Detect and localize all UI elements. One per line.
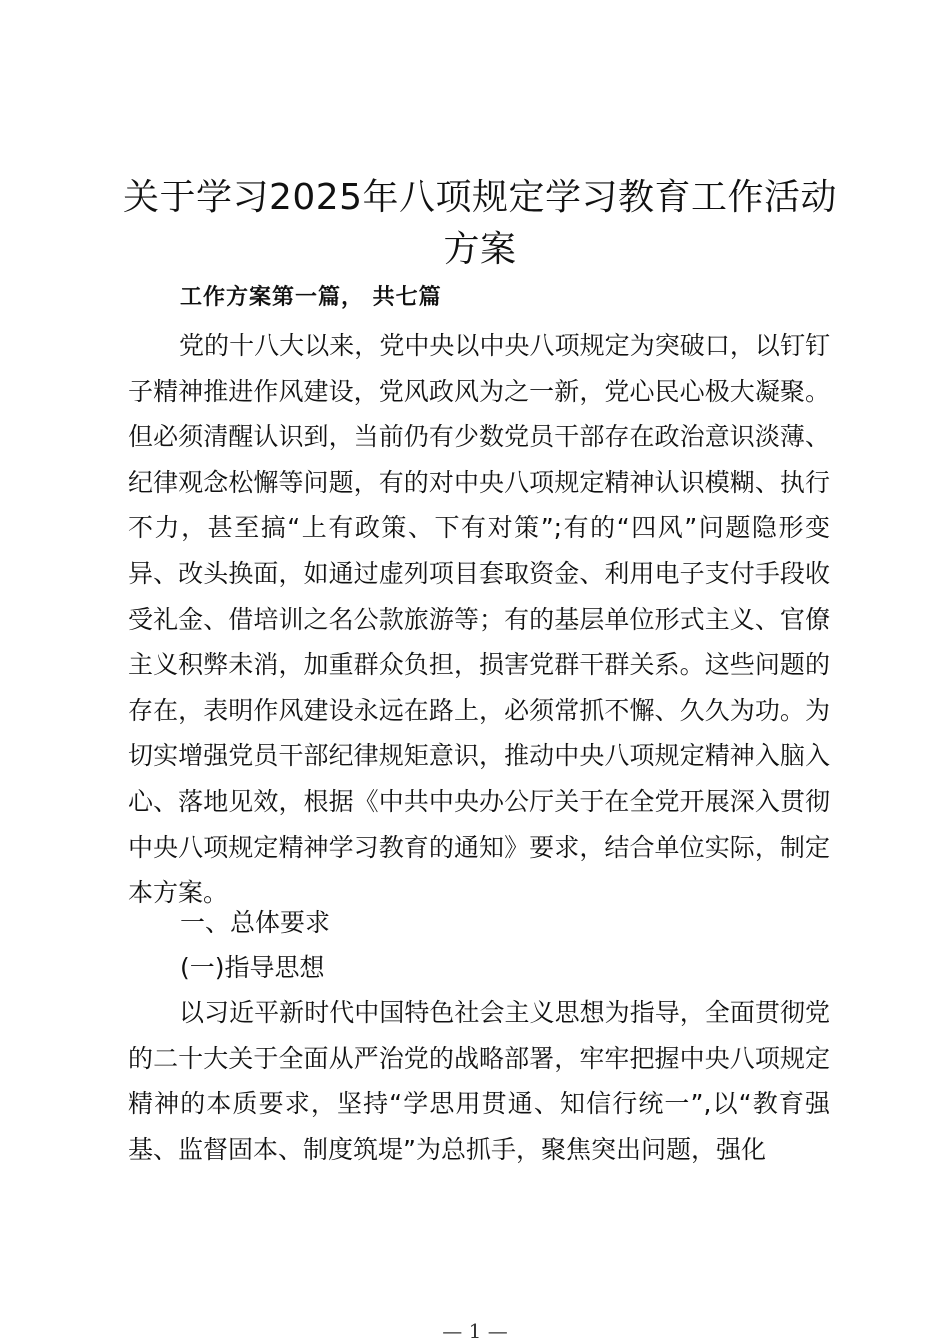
document-title: 关于学习2025年八项规定学习教育工作活动方案 xyxy=(122,177,838,270)
intro-paragraph: 党的十八大以来，党中央以中央八项规定为突破口，以钉钉子精神推进作风建设，党风政风为之一新，党心民心极大凝聚。但必须清醒认识到，当前仍有少数党员干部存在政治意识淡薄、纪律观念松懈等问题，有的对中央八项规定精神认识模糊、执行不力，甚至搞“上有政策、下有对策”;有的“四风”问题隐形变异、改头换面，如通过虚列项目套取资金、利用电子支付手段收受礼金、借培训之名公款旅游等；有的基层单位形式主义、官僚主义积弊未消，加重群众负担，损害党群干群关系。这些问题的存在，表明作风建设永远在路上，必须常抓不懈、久久为功。为切实增强党员干部纪律规矩意识，推动中央八项规定精神入脑入心、落地见效，根据《中共中央办公厅关于在全党开展深入贯彻中央八项规定精神学习教育的通知》要求，结合单位实际，制定本方案。 xyxy=(128,331,830,908)
document-subtitle: 工作方案第一篇， 共七篇 xyxy=(180,285,442,310)
section-heading-general-requirements: 一、总体要求 xyxy=(180,908,331,937)
guiding-ideology-paragraph: 以习近平新时代中国特色社会主义思想为指导，全面贯彻党的二十大关于全面从严治党的战略部署，牢牢把握中央八项规定精神的本质要求，坚持“学思用贯通、知信行统一”,以“教育强基、监督固本、制度筑堤”为总抓手，聚焦突出问题，强化 xyxy=(128,998,830,1164)
subsection-heading-guiding-ideology: (一)指导思想 xyxy=(180,953,325,982)
page-number: — 1 — xyxy=(442,1319,508,1343)
